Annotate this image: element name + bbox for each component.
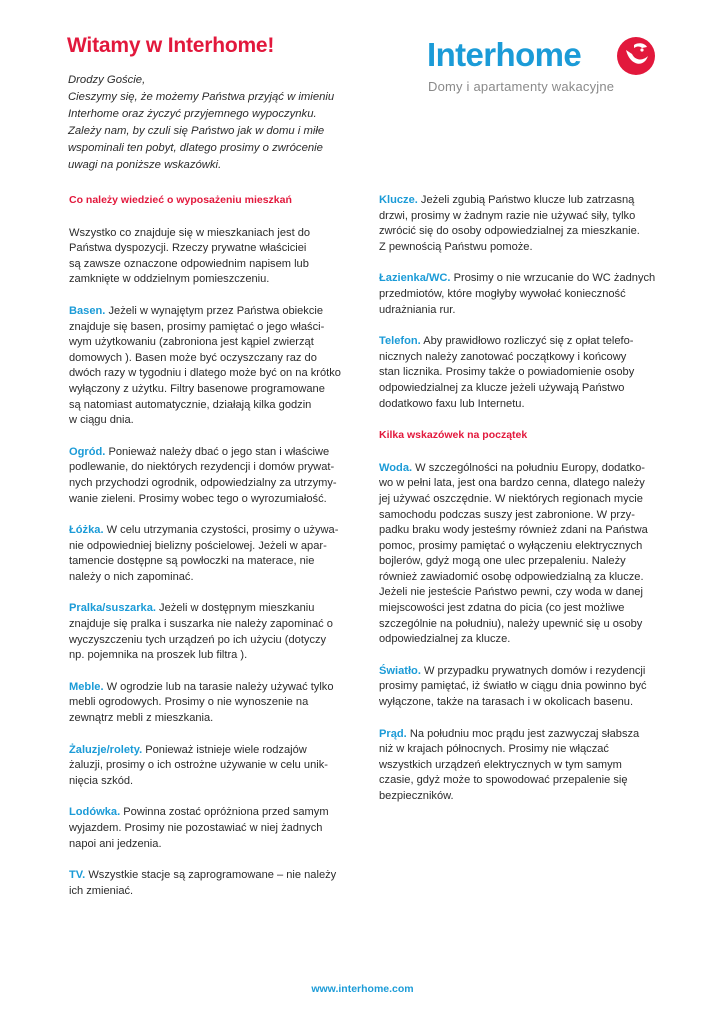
list-item [69,743,364,790]
item-keyword: Prąd. [379,727,407,740]
item-text: Jeżeli w wynajętym przez Państwa obiekcie znajduje się basen, prosimy pamiętać o jego właści- wym użytkowaniu (zabroniona jest kąpiel zwierząt domowych ). Basen może być oczyszczany raz do dwóch razy w tygodniu i dlatego może być on na krótko wyłączony z użytku. Filtry basenowe programowane są natomiast automatycznie, działają kilka godzin w ciągu dnia. [69,304,341,427]
page-title: Witamy w Interhome! [67,34,275,57]
item-keyword: Lodówka. [69,806,121,819]
list-item [379,727,669,805]
item-text: Wszystkie stacje są zaprogramowane – nie należy ich zmieniać. [69,869,337,897]
tips-list [379,461,669,805]
list-item [379,334,669,412]
list-item [379,461,669,648]
list-item [379,664,669,711]
item-text: W ogrodzie lub na tarasie należy używać tylko mebli ogrodowych. Prosimy o nie wynoszenie na zewnątrz mebli z mieszkania. [69,680,334,725]
section-heading-tips: Kilka wskazówek na początek [379,429,528,442]
list-item [379,271,669,318]
item-text: Na południu moc prądu jest zazwyczaj słabsza niż w krajach północnych. Prosimy nie włączać wszystkich urządzeń elektrycznych w tym samym czasie, gdyż może to spowodować przepalenie się bezpieczników. [379,727,640,802]
item-keyword: Łazienka/WC. [379,272,451,285]
left-column [69,193,364,915]
logo-wordmark: Interhome [427,36,582,73]
item-text: W celu utrzymania czystości, prosimy o używa- nie odpowiedniej bielizny pościelowej. Jeżeli w apar- tamencie dostępne są powłoczki na materace, nie należy o nich zapominać. [69,524,339,583]
item-keyword: Łóżka. [69,524,104,537]
list-item [69,304,364,429]
right-column [379,193,669,821]
item-keyword: Światło. [379,664,421,677]
item-keyword: Żaluzje/rolety. [69,743,143,756]
list-item [379,193,669,255]
item-keyword: Telefon. [379,335,421,348]
house-rules-list [379,193,669,412]
item-text: Aby prawidłowo rozliczyć się z opłat telefo- nicznych należy zanotować początkowy i końcowy stan licznika. Prosimy także o powiadomienie osoby odpowiedzialnej za klucze jeżeli używają Państwo dodatkowo faxu lub Internetu. [379,335,635,410]
item-keyword: Ogród. [69,445,106,458]
footer-url[interactable]: www.interhome.com [311,983,414,995]
welcome-intro [68,72,368,174]
item-text: Jeżeli zgubią Państwo klucze lub zatrzasną drzwi, prosimy w żadnym razie nie używać siły, tylko zwrócić się do osoby odpowiedzialnej za mieszkanie. Z pewnością Państwu pomoże. [379,194,640,253]
interhome-logo [427,35,667,105]
equipment-list [69,304,364,899]
list-item [69,805,364,852]
list-item [69,445,364,507]
equipment-intro: Wszystko co znajduje się w mieszkaniach jest do Państwa dyspozycji. Rzeczy prywatne właściciei są zawsze oznaczone odpowiednim napisem lub zamknięte w oddzielnym pomieszczeniu. [69,226,311,286]
item-text: W szczególności na południu Europy, dodatko- wo w pełni lata, jest ona bardzo cenna, dlatego należy jej używać oszczędnie. W niektórych regionach mycie samochodu podczas suszy jest zabronione. W przy- padku braku wody jesteśmy również zdani na Państwa pomoc, prosimy pamiętać o wyłączeniu elektrycznych bojlerów, gdyż mogą one ulec przepaleniu. Należy również zawiadomić osobę odpowiedzialną za klucze. Jeżeli nie jesteście Państwo pewni, czy woda w danej miejscowości jest zdatna do picia (co jest możliwe szczególnie na południu), należy upewnić się u osoby odpowiedzialnej za klucze. [379,461,648,646]
item-text: Ponieważ należy dbać o jego stan i właściwe podlewanie, do niektórych rezydencji i domów prywat- nych przychodzi ogrodnik, odpowiedzialny za utrzymy- wanie zieleni. Prosimy wobec tego o wyrozumiałość. [69,445,337,505]
item-keyword: Pralka/suszarka. [69,602,156,615]
item-keyword: TV. [69,869,86,882]
list-item [69,868,364,899]
item-text: Prosimy o nie wrzucanie do WC żadnych przedmiotów, które mogłyby wywołać konieczność udrażniania rur. [379,272,656,316]
item-keyword: Meble. [69,680,104,693]
item-text: Jeżeli w dostępnym mieszkaniu znajduje się pralka i suszarka nie należy zapominać o wyczyszczeniu tych urządzeń po ich użyciu (dotyczy np. pojemnika na proszek lub filtra ). [69,602,333,662]
item-keyword: Woda. [379,461,413,474]
item-keyword: Klucze. [379,194,418,206]
bird-logo-icon [616,36,656,76]
list-item [69,680,364,727]
list-item [69,523,364,585]
item-text: Ponieważ istnieje wiele rodzajów żaluzji, prosimy o ich ostrożne używanie w celu unik- nięcia szkód. [69,743,328,787]
logo-tagline: Domy i apartamenty wakacyjne [428,79,615,94]
item-keyword: Basen. [69,304,106,317]
item-text: W przypadku prywatnych domów i rezydencji prosimy pamiętać, iż światło w ciągu dnia powinno być wyłączone, także na tarasach i w okolicach basenu. [379,664,647,709]
list-item [69,601,364,663]
item-text: Powinna zostać opróżniona przed samym wyjazdem. Prosimy nie pozostawiać w niej żadnych napoi ani jedzenia. [69,806,329,850]
section-heading-equipment: Co należy wiedzieć o wyposażeniu mieszkań [69,194,292,206]
intro-text: Drodzy Goście, Cieszymy się, że możemy Państwa przyjąć w imieniu Interhome oraz życzyć przyjemnego wypoczynku. Zależy nam, by czuli się Państwo jak w domu i miłe wspominali ten pobyt, dlatego prosimy o zwrócenie uwagi na poniższe wskazówki. [68,74,335,171]
